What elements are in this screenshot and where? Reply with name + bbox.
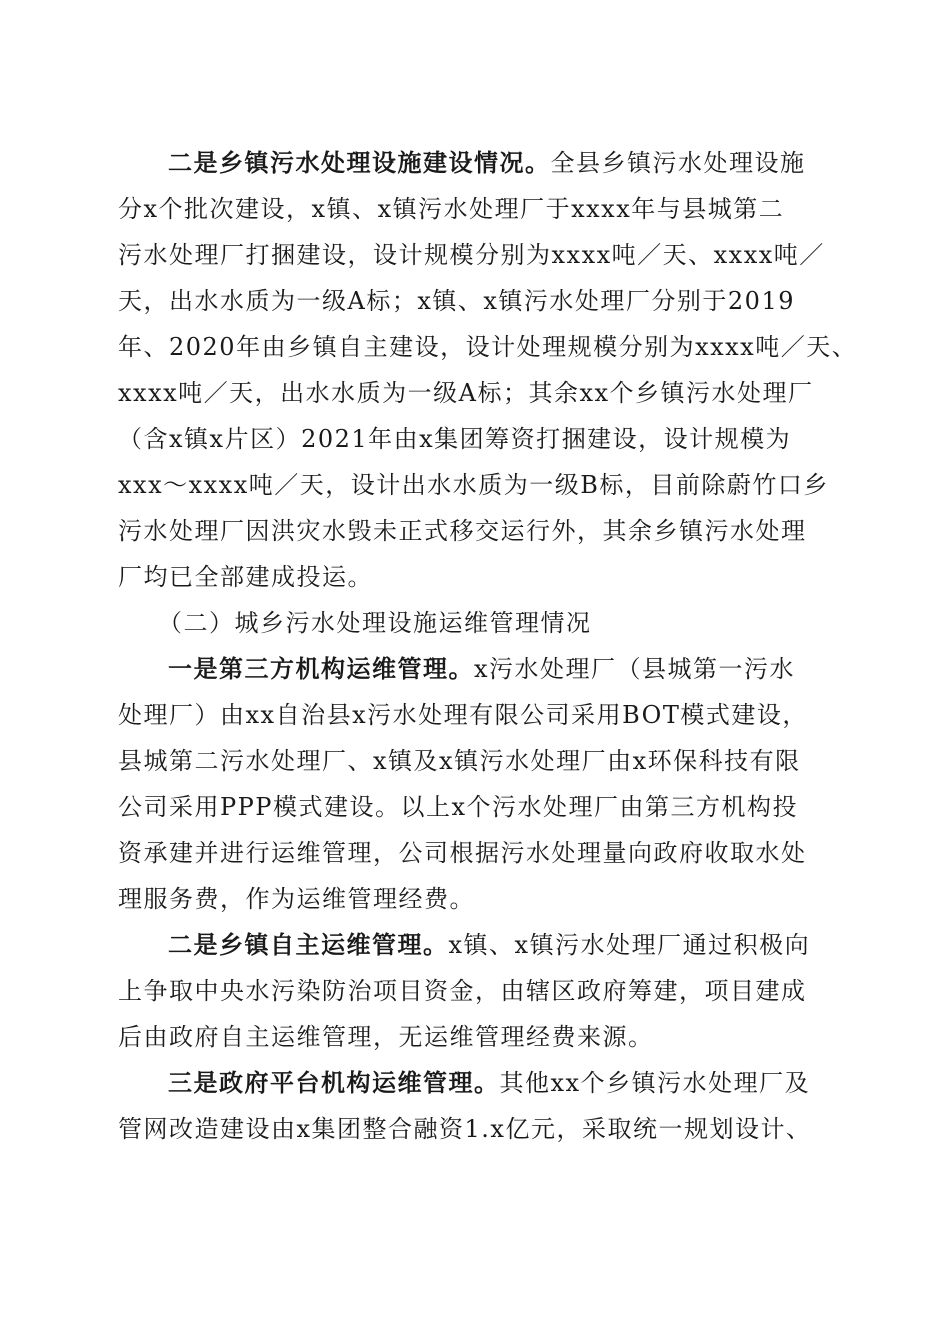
paragraph-3-line-2: 上争取中央水污染防治项目资金，由辖区政府筹建，项目建成: [118, 977, 807, 1005]
paragraph-2-lead: 一是第三方机构运维管理。: [168, 654, 474, 683]
paragraph-1-line-4: 天，出水水质为一级A标；x镇、x镇污水处理厂分别于2019: [118, 287, 795, 315]
section-heading-2: （二）城乡污水处理设施运维管理情况: [158, 609, 592, 637]
paragraph-2-line-2: 处理厂）由xx自治县x污水处理有限公司采用BOT模式建设，: [118, 701, 808, 729]
paragraph-3-text: x镇、x镇污水处理厂通过积极向: [448, 931, 811, 959]
paragraph-2-line-6: 理服务费，作为运维管理经费。: [118, 885, 475, 913]
paragraph-2-line-1: [118, 646, 838, 692]
paragraph-1-line-9: 污水处理厂因洪灾水毁未正式移交运行外，其余乡镇污水处理: [118, 517, 807, 545]
paragraph-1-line-7: （含x镇x片区）2021年由x集团筹资打捆建设，设计规模为: [118, 425, 792, 453]
paragraph-3-lead: 二是乡镇自主运维管理。: [168, 930, 449, 959]
paragraph-4-text: 其他xx个乡镇污水处理厂及: [499, 1069, 811, 1097]
paragraph-1-line-3: 污水处理厂打捆建设，设计规模分别为xxxx吨／天、xxxx吨／: [118, 241, 825, 269]
paragraph-1-line-2: 分x个批次建设，x镇、x镇污水处理厂于xxxx年与县城第二: [118, 195, 785, 223]
paragraph-1-lead: 二是乡镇污水处理设施建设情况。: [168, 148, 551, 177]
paragraph-1-line-5: 年、2020年由乡镇自主建设，设计处理规模分别为xxxx吨／天、: [118, 333, 858, 361]
paragraph-1-line-6: xxxx吨／天，出水水质为一级A标；其余xx个乡镇污水处理厂: [118, 379, 814, 407]
paragraph-2-line-5: 资承建并进行运维管理，公司根据污水处理量向政府收取水处: [118, 839, 807, 867]
paragraph-3-line-1: [118, 922, 838, 968]
paragraph-2-line-3: 县城第二污水处理厂、x镇及x镇污水处理厂由x环保科技有限: [118, 747, 801, 775]
document-body: [118, 140, 858, 1152]
paragraph-2-text: x污水处理厂（县城第一污水: [474, 655, 796, 683]
paragraph-4-line-2: 管网改造建设由x集团整合融资1.x亿元，采取统一规划设计、: [118, 1115, 812, 1143]
paragraph-1-line-8: xxx～xxxx吨／天，设计出水水质为一级B标，目前除蔚竹口乡: [118, 471, 829, 499]
paragraph-2-line-4: 公司采用PPP模式建设。以上x个污水处理厂由第三方机构投: [118, 793, 798, 821]
paragraph-3-line-3: 后由政府自主运维管理，无运维管理经费来源。: [118, 1023, 654, 1051]
paragraph-1-text: 全县乡镇污水处理设施: [550, 149, 806, 177]
paragraph-1-line-1: [118, 140, 838, 186]
paragraph-1-line-10: 厂均已全部建成投运。: [118, 563, 373, 591]
paragraph-4-lead: 三是政府平台机构运维管理。: [168, 1068, 500, 1097]
paragraph-4-line-1: [118, 1060, 838, 1106]
